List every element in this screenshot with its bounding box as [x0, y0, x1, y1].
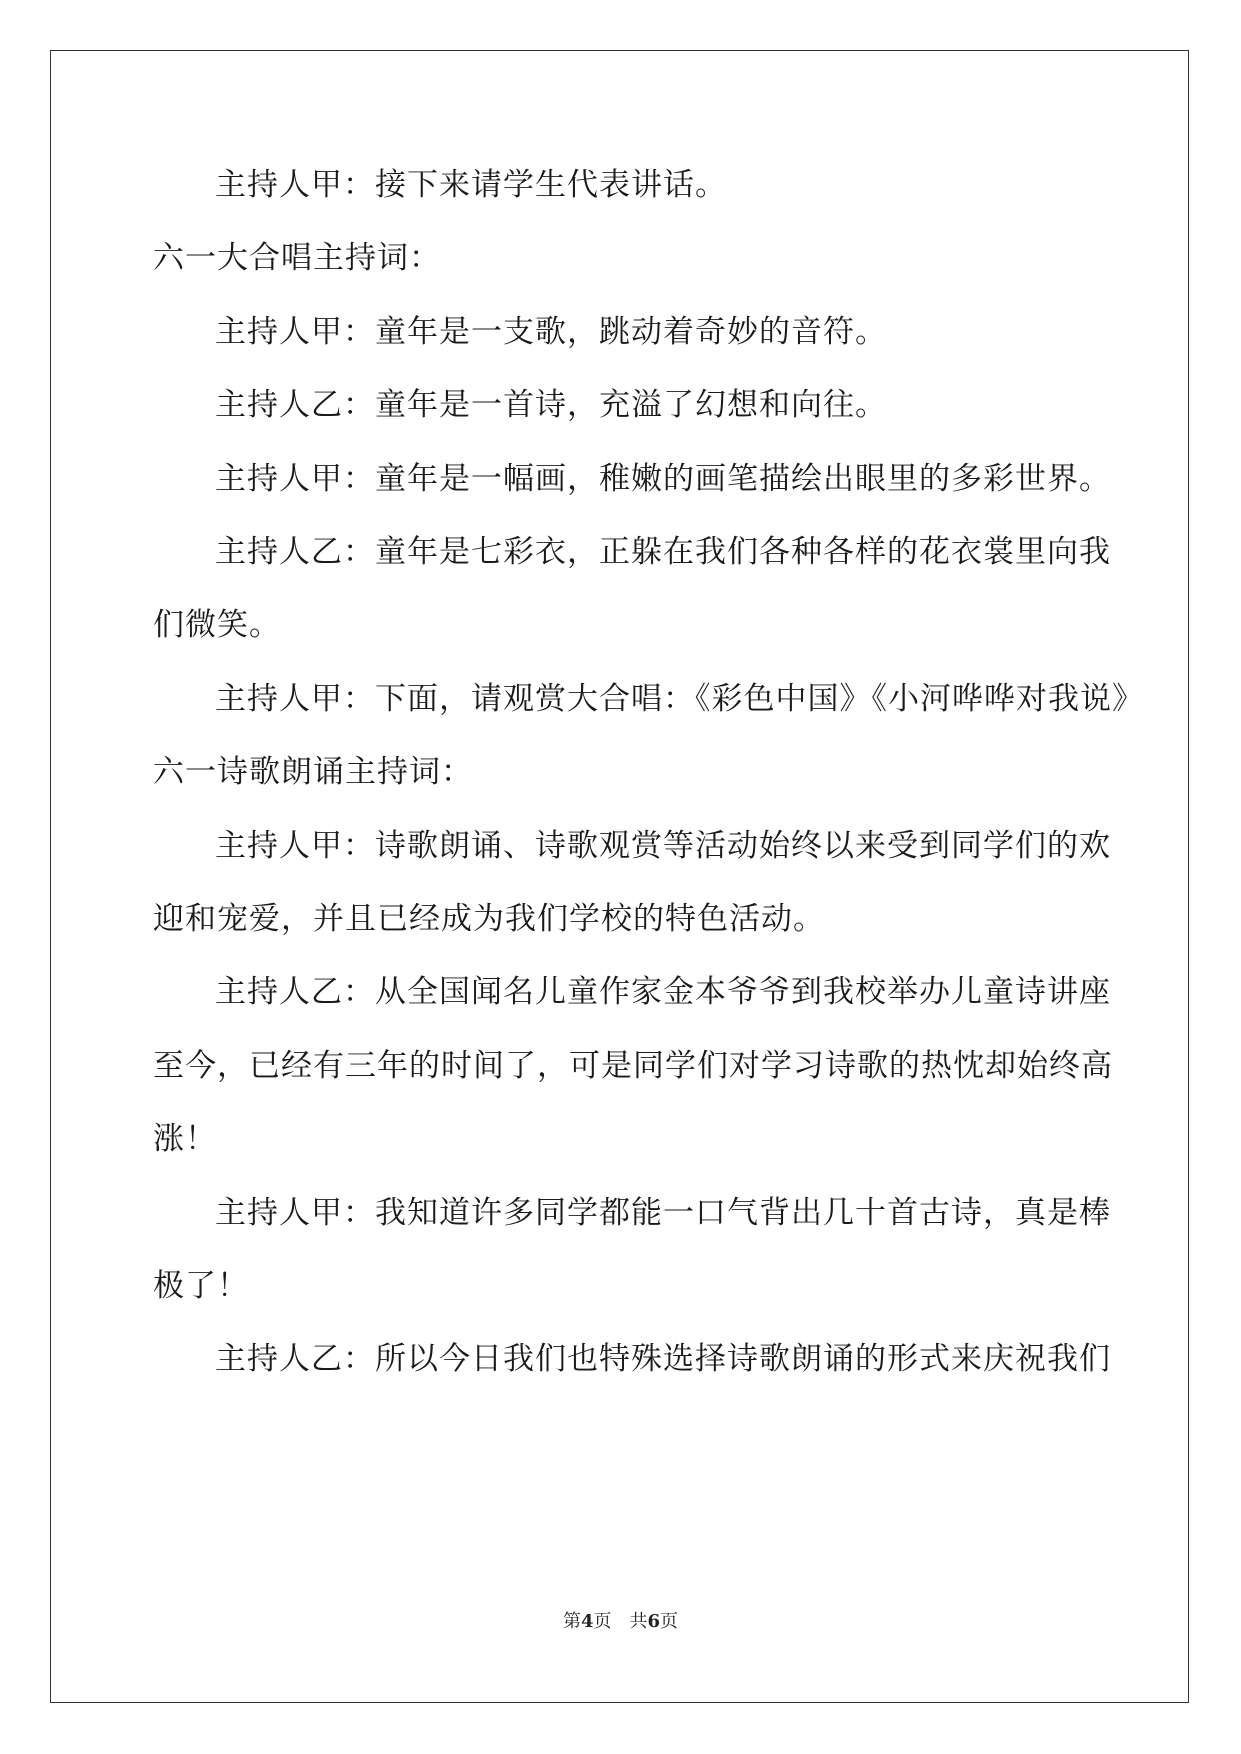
text-line: 主持人甲：童年是一支歌，跳动着奇妙的音符。: [215, 313, 887, 350]
text-line: 极了！: [153, 1268, 249, 1304]
text-line: 六一诗歌朗诵主持词：: [153, 754, 473, 791]
text-line: 迎和宠爱，并且已经成为我们学校的特色活动。: [153, 901, 825, 937]
text-line: 涨！: [153, 1121, 217, 1158]
text-line: 主持人乙：所以今日我们也特殊选择诗歌朗诵的形式来庆祝我们: [215, 1341, 1111, 1378]
text-line: 主持人乙：从全国闻名儿童作家金本爷爷到我校举办儿童诗讲座: [215, 974, 1111, 1011]
text-line: 主持人乙：童年是一首诗，充溢了幻想和向往。: [215, 387, 887, 424]
text-line: 主持人甲：接下来请学生代表讲话。: [215, 167, 727, 203]
page-border: [50, 50, 1189, 1703]
footer-page-suffix: 页: [593, 1611, 612, 1632]
footer-total-suffix: 页: [660, 1611, 679, 1632]
footer-page-total: 6: [647, 1611, 661, 1632]
footer-total-prefix: 共: [629, 1611, 648, 1632]
text-line: 六一大合唱主持词：: [153, 240, 441, 277]
text-line: 主持人甲：诗歌朗诵、诗歌观赏等活动始终以来受到同学们的欢: [215, 827, 1111, 864]
text-line: 主持人甲：下面，请观赏大合唱：《彩色中国》《小河哗哗对我说》: [215, 680, 1144, 717]
text-line: 们微笑。: [153, 607, 281, 644]
text-line: 至今，已经有三年的时间了，可是同学们对学习诗歌的热忱却始终高: [153, 1047, 1113, 1084]
text-line: 主持人甲：童年是一幅画，稚嫩的画笔描绘出眼里的多彩世界。: [215, 460, 1111, 497]
footer-page-current: 4: [580, 1611, 594, 1632]
text-line: 主持人甲：我知道许多同学都能一口气背出几十首古诗，真是棒: [215, 1194, 1111, 1231]
footer-page-prefix: 第: [562, 1611, 581, 1632]
text-line: 主持人乙：童年是七彩衣，正躲在我们各种各样的花衣裳里向我: [215, 534, 1111, 570]
page-footer: [0, 1607, 1241, 1633]
